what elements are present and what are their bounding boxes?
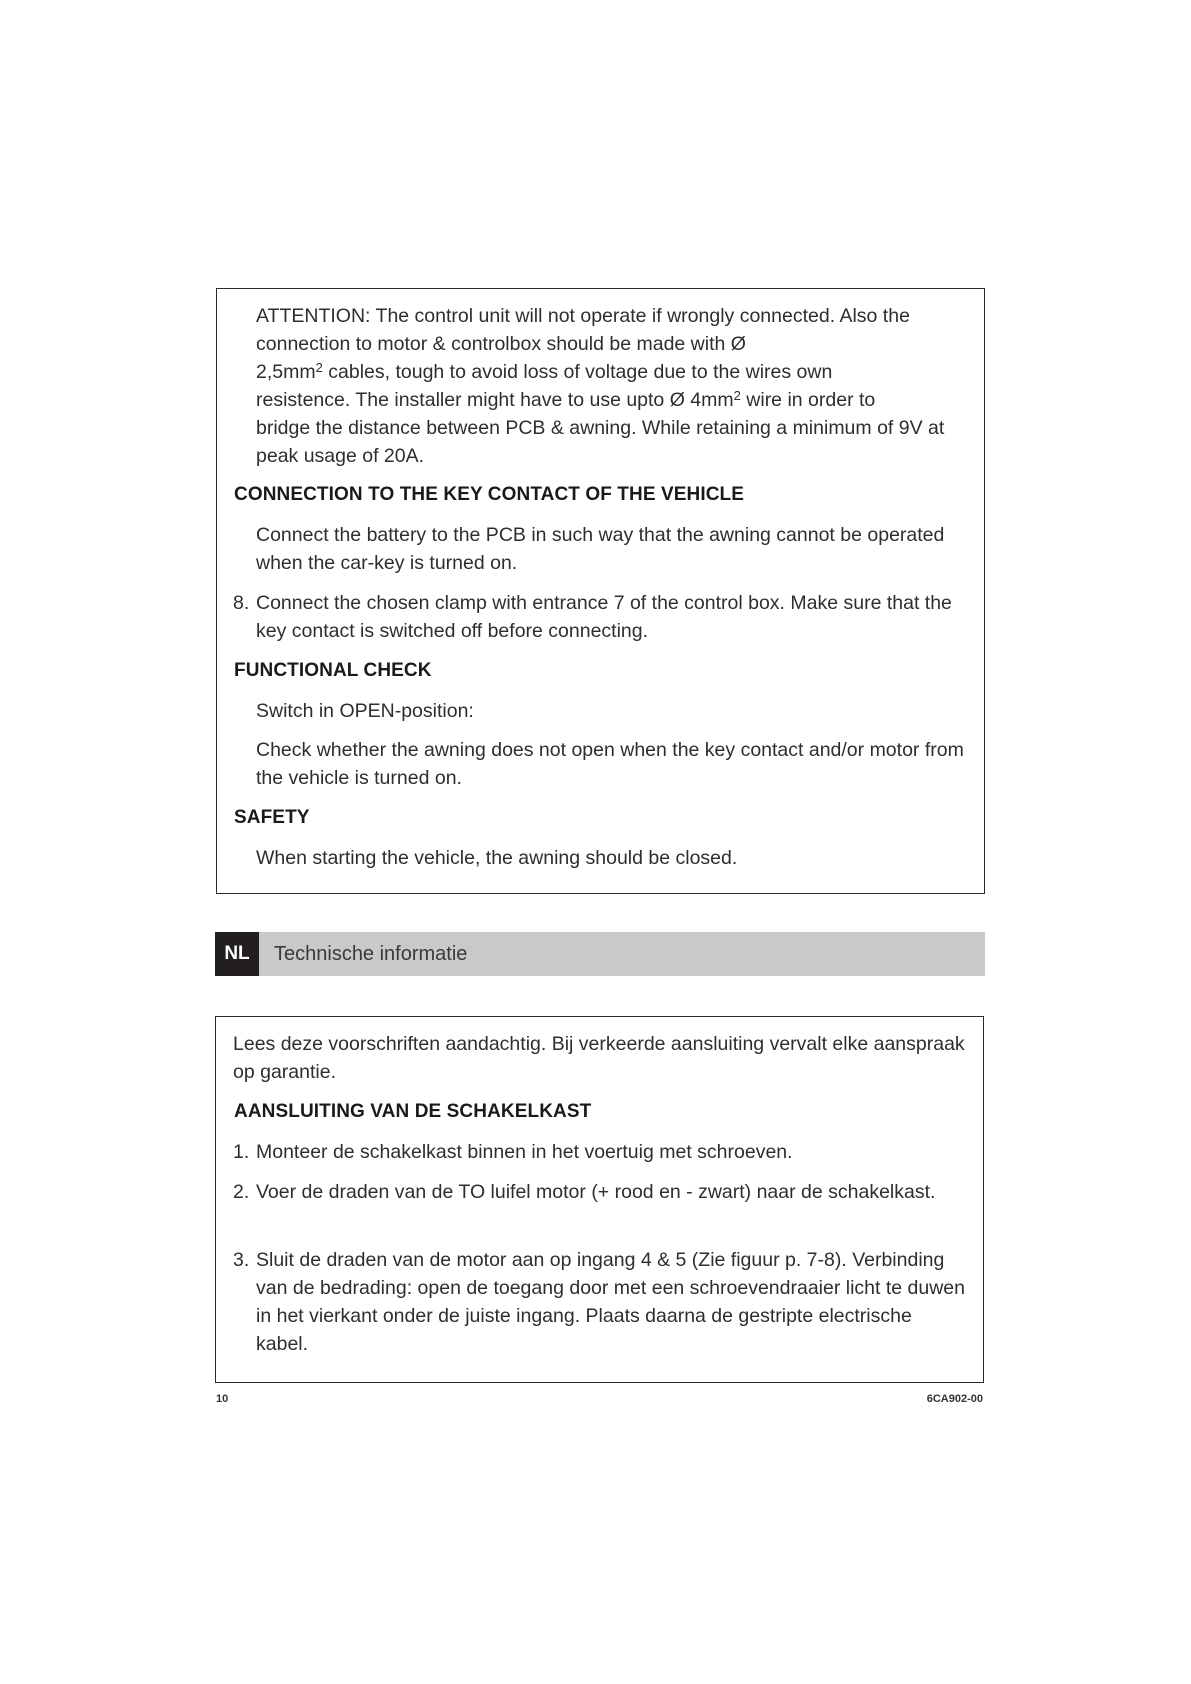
document-code: 6CA902-00: [926, 1393, 983, 1405]
step-1-text: Monteer de schakelkast binnen in het voertuig met schroeven.: [256, 1141, 793, 1163]
step-3-number: 3.: [233, 1249, 250, 1271]
switch-paragraph: Switch in OPEN-position:: [256, 700, 474, 722]
heading-aansluiting: AANSLUITING VAN DE SCHAKELKAST: [234, 1101, 592, 1122]
heading-safety: SAFETY: [234, 807, 310, 828]
step-8-text: Connect the chosen clamp with entrance 7 of the control box. Make sure that the key contact is switched off before connecting.: [256, 592, 952, 642]
section-title: Technische informatie: [274, 943, 468, 965]
attention-line5: bridge the distance between PCB & awning. While retaining a minimum of 9V at peak usage of 20A.: [256, 417, 945, 467]
step-2-number: 2.: [233, 1181, 250, 1203]
safety-paragraph: When starting the vehicle, the awning should be closed.: [256, 847, 738, 869]
heading-key-contact: CONNECTION TO THE KEY CONTACT OF THE VEHICLE: [234, 484, 745, 505]
attention-text: ATTENTION: The control unit will not operate if wrongly connected. Also the connection to motor & controlbox should be made with Ø: [256, 305, 910, 355]
attention-paragraph: [256, 302, 961, 470]
attention-line3-b: cables, tough to avoid loss of voltage due to the wires own: [322, 361, 833, 383]
battery-paragraph: Connect the battery to the PCB in such way that the awning cannot be operated when the car-key is turned on.: [256, 524, 945, 574]
attention-line4-a: resistence. The installer might have to use upto Ø 4mm: [256, 389, 734, 411]
heading-functional-check: FUNCTIONAL CHECK: [234, 660, 432, 681]
step-3-text: Sluit de draden van de motor aan op ingang 4 & 5 (Zie figuur p. 7-8). Verbinding van de bedrading: open de toegang door met een schroevendraaier licht te duwen in het vierkant onder de juiste ingang. Plaats daarna de gestripte electrische kabel.: [256, 1249, 965, 1355]
step-8-number: 8.: [233, 592, 250, 614]
attention-line3-sup: 2: [315, 360, 323, 375]
attention-line4-sup: 2: [733, 388, 741, 403]
language-code-badge: NL: [215, 932, 259, 976]
section-bar: [215, 932, 985, 976]
step-2-text: Voer de draden van de TO luifel motor (+ rood en - zwart) naar de schakelkast.: [256, 1181, 936, 1203]
step-1-number: 1.: [233, 1141, 250, 1163]
intro-paragraph: Lees deze voorschriften aandachtig. Bij verkeerde aansluiting vervalt elke aanspraak op garantie.: [233, 1033, 965, 1083]
attention-line4-b: wire in order to: [740, 389, 876, 411]
attention-line3-a: 2,5mm: [256, 361, 316, 383]
page-number: 10: [216, 1393, 229, 1405]
check-paragraph: Check whether the awning does not open when the key contact and/or motor from the vehicle is turned on.: [256, 739, 964, 789]
